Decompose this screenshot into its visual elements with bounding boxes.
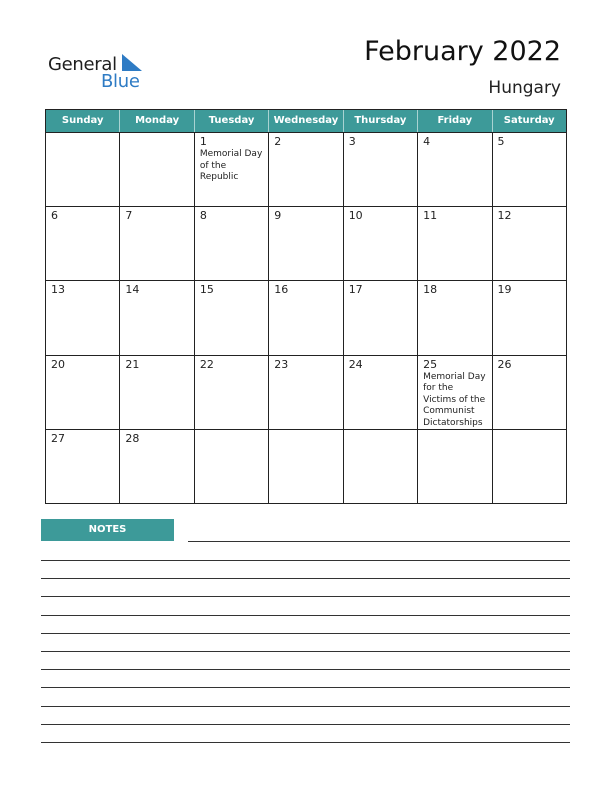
- day-cell: [492, 430, 566, 503]
- day-cell: [194, 430, 268, 503]
- day-cell: [46, 356, 119, 429]
- weekday-friday: Friday: [417, 110, 491, 132]
- day-number: 10: [348, 209, 363, 223]
- calendar-grid: [45, 109, 567, 504]
- day-cell: [492, 207, 566, 280]
- day-number: 17: [348, 283, 363, 297]
- notes-line: [188, 541, 570, 542]
- day-cell: [343, 133, 417, 206]
- day-number: 14: [125, 283, 140, 297]
- day-number: 5: [497, 135, 505, 148]
- notes-line: [41, 669, 570, 670]
- notes-line: [41, 560, 570, 561]
- day-cell: [492, 281, 566, 354]
- day-cell: [46, 207, 119, 280]
- weekday-sunday: Sunday: [61, 115, 104, 126]
- day-number: 19: [497, 283, 512, 297]
- day-cell: [194, 281, 268, 354]
- day-number: 11: [423, 209, 438, 223]
- day-number: 16: [274, 283, 289, 297]
- day-cell: [119, 133, 193, 206]
- day-cell: [343, 281, 417, 354]
- day-cell: [119, 281, 193, 354]
- day-number: 8: [199, 209, 207, 223]
- week-row: [46, 206, 566, 280]
- notes-line: [41, 615, 570, 616]
- day-cell: [417, 207, 491, 280]
- day-cell: [46, 281, 119, 354]
- day-cell: [417, 430, 491, 503]
- day-number: 6: [51, 209, 58, 223]
- weekday-monday: Monday: [119, 110, 193, 132]
- day-number: 9: [274, 209, 282, 223]
- day-number: 21: [125, 357, 140, 371]
- weekday-wednesday: Wednesday: [268, 110, 342, 132]
- day-number: 4: [423, 135, 431, 148]
- day-cell: [343, 207, 417, 280]
- weekday-thursday: Thursday: [343, 110, 417, 132]
- day-cell: [46, 133, 119, 206]
- day-number: 28: [125, 431, 140, 445]
- weekday-header-row: [46, 110, 566, 132]
- day-cell: [194, 133, 268, 206]
- holiday-label: Memorial Day for the Victims of the Communist Dictatorships: [423, 371, 486, 428]
- week-row: [46, 132, 566, 206]
- day-number: 13: [51, 283, 65, 297]
- day-number: 2: [274, 135, 282, 148]
- week-row: [46, 429, 566, 503]
- day-cell: [343, 356, 417, 429]
- logo-triangle-icon: [122, 54, 142, 71]
- day-number: 15: [199, 283, 214, 297]
- day-cell: [194, 356, 268, 429]
- day-number: 23: [274, 357, 289, 371]
- day-cell: [492, 133, 566, 206]
- notes-label: NOTES: [41, 519, 174, 541]
- day-number: 22: [199, 357, 214, 371]
- day-number: 1: [199, 135, 207, 148]
- day-cell: [417, 133, 491, 206]
- day-cell: [46, 430, 119, 503]
- day-cell: [343, 430, 417, 503]
- day-cell: [194, 207, 268, 280]
- day-number: 26: [497, 357, 512, 371]
- day-number: 27: [51, 431, 65, 445]
- country-name: Hungary: [488, 78, 561, 98]
- weekday-saturday: Saturday: [492, 110, 566, 132]
- brand-logo: [48, 52, 158, 92]
- day-cell: [268, 133, 342, 206]
- weeks-container: [46, 132, 566, 503]
- week-row: [46, 355, 566, 429]
- logo-word-general: General: [48, 54, 117, 75]
- day-cell: [492, 356, 566, 429]
- day-cell: [268, 356, 342, 429]
- notes-line: [41, 633, 570, 634]
- day-cell: [119, 207, 193, 280]
- page-title: February 2022: [364, 36, 561, 67]
- week-row: [46, 280, 566, 354]
- notes-line: [41, 596, 570, 597]
- day-cell: [417, 281, 491, 354]
- notes-line: [41, 687, 570, 688]
- day-number: 7: [125, 209, 133, 223]
- day-number: 20: [51, 357, 65, 371]
- day-number: 18: [423, 283, 438, 297]
- day-cell: [268, 207, 342, 280]
- notes-line: [41, 724, 570, 725]
- notes-line: [41, 578, 570, 579]
- day-cell: [417, 356, 491, 429]
- day-number: 3: [348, 135, 356, 148]
- day-cell: [119, 430, 193, 503]
- day-number: 12: [497, 209, 512, 223]
- day-cell: [268, 281, 342, 354]
- weekday-tuesday: Tuesday: [194, 110, 268, 132]
- logo-word-blue: Blue: [101, 71, 140, 92]
- notes-line: [41, 651, 570, 652]
- holiday-label: Memorial Day of the Republic: [199, 149, 263, 182]
- day-cell: [119, 356, 193, 429]
- notes-line: [41, 742, 570, 743]
- day-number: 24: [348, 357, 363, 371]
- day-cell: [268, 430, 342, 503]
- day-number: 25: [423, 357, 438, 371]
- notes-line: [41, 706, 570, 707]
